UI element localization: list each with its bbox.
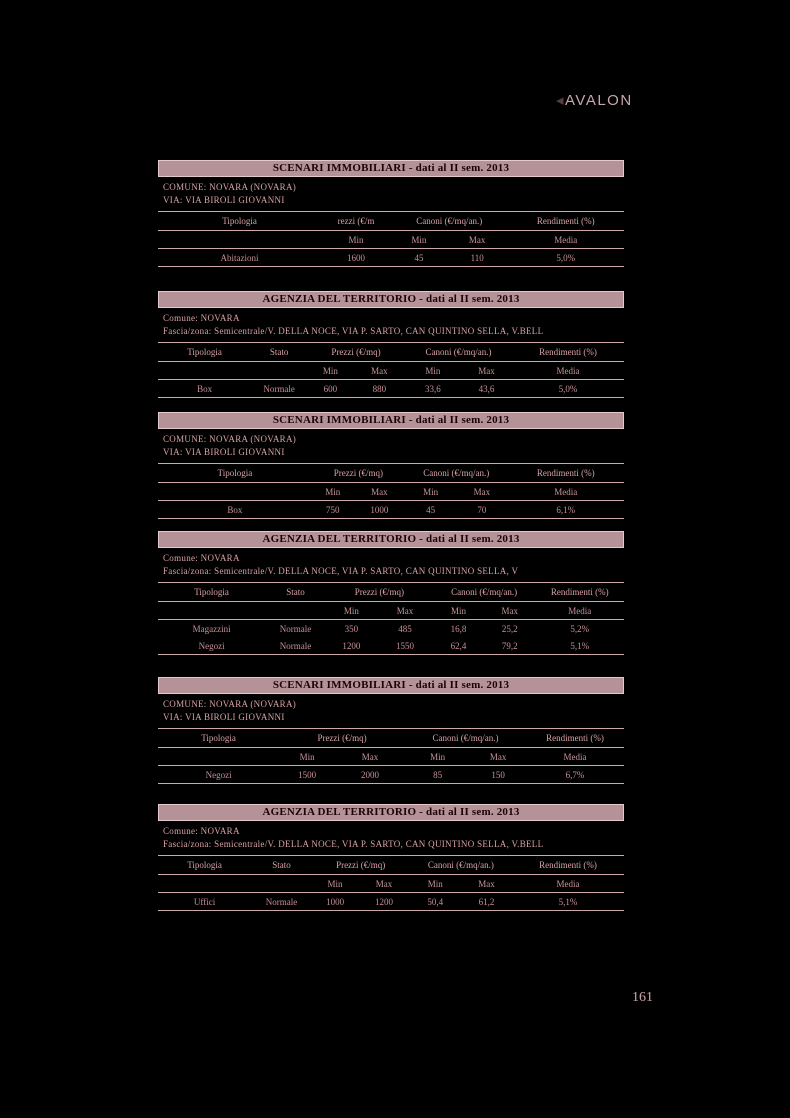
subheader-cell: Media — [535, 602, 624, 620]
subheader-cell: Max — [456, 483, 507, 501]
logo-mark-icon: ◂ — [556, 92, 566, 109]
col-canoni: Canoni (€/mq/an.) — [391, 212, 507, 231]
cell-stato: Normale — [251, 380, 307, 398]
col-rendimenti: Rendimenti (%) — [507, 212, 624, 231]
section-title: SCENARI IMMOBILIARI - dati al II sem. 2013 — [158, 160, 624, 177]
table-row — [158, 637, 624, 655]
subheader-cell: Max — [377, 602, 433, 620]
cell-prezzo-max: 1000 — [354, 501, 405, 519]
col-stato: Stato — [251, 856, 312, 875]
cell-prezzo-max: 880 — [354, 380, 405, 398]
avalon-logo — [556, 91, 633, 109]
via-line: VIA: VIA BIROLI GIOVANNI — [163, 447, 285, 457]
subheader-cell: Min — [279, 748, 335, 766]
comune-line: Comune: NOVARA — [163, 826, 240, 836]
logo-text: AVALON — [565, 92, 633, 109]
fascia-line: Fascia/zona: Semicentrale/V. DELLA NOCE, VIA P. SARTO, CAN QUINTINO SELLA, V — [163, 566, 519, 576]
fascia-line: Fascia/zona: Semicentrale/V. DELLA NOCE, VIA P. SARTO, CAN QUINTINO SELLA, V.BELL — [163, 326, 544, 336]
table-row — [158, 620, 624, 638]
cell-canone-max: 150 — [470, 766, 526, 784]
cell-tipologia: Negozi — [158, 766, 279, 784]
cell-prezzo-max: 1200 — [358, 893, 409, 911]
cell-canone-max: 110 — [447, 249, 508, 267]
subheader-cell — [251, 362, 307, 380]
cell-canone-min: 33,6 — [405, 380, 461, 398]
subheader-cell: Min — [405, 748, 470, 766]
cell-rendimento: 5,2% — [570, 623, 590, 634]
cell-rendimento: 6,1% — [507, 501, 624, 519]
col-rendimenti: Rendimenti (%) — [512, 856, 624, 875]
section-agenzia-box — [158, 291, 624, 398]
col-rendimenti: Rendimenti (%) — [526, 729, 624, 748]
comune-line: Comune: NOVARA — [163, 553, 240, 563]
subheader-cell: Max — [447, 231, 508, 249]
subheader-cell: Min — [307, 362, 354, 380]
subheader-cell — [158, 748, 279, 766]
cell-canone-min: 45 — [391, 249, 447, 267]
comune-line: Comune: NOVARA — [163, 313, 240, 323]
prices-table — [158, 582, 624, 655]
col-canoni: Canoni (€/mq/an.) — [405, 729, 526, 748]
col-prezzi: Prezzi (€/mq) — [279, 729, 405, 748]
cell-prezzo-min: 1600 — [321, 249, 391, 267]
col-rendimenti: Rendimenti (%) — [535, 583, 624, 602]
cell-stato: Normale — [265, 637, 326, 655]
prices-table — [158, 728, 624, 784]
table-row — [158, 501, 624, 519]
fascia-line: Fascia/zona: Semicentrale/V. DELLA NOCE, VIA P. SARTO, CAN QUINTINO SELLA, V.BELL — [163, 839, 544, 849]
col-tipologia: Tipologia — [158, 343, 251, 362]
section-title: AGENZIA DEL TERRITORIO - dati al II sem. 2013 — [158, 804, 624, 821]
prices-table — [158, 855, 624, 911]
subheader-cell: Media — [512, 875, 624, 893]
comune-line: COMUNE: NOVARA (NOVARA) — [163, 182, 297, 192]
cell-tipologia: Box — [158, 501, 312, 519]
col-rendimenti: Rendimenti (%) — [507, 464, 624, 483]
subheader-cell: Max — [354, 483, 405, 501]
cell-prezzo-min: 1500 — [279, 766, 335, 784]
subheader-cell: Min — [433, 602, 484, 620]
subheader-cell: Max — [354, 362, 405, 380]
section-agenzia-magazzini-negozi — [158, 531, 624, 655]
subheader-cell: Min — [405, 362, 461, 380]
col-canoni: Canoni (€/mq/an.) — [410, 856, 513, 875]
col-canoni: Canoni (€/mq/an.) — [405, 343, 512, 362]
cell-canone-min: 62,4 — [433, 637, 484, 655]
subheader-cell: Media — [507, 483, 624, 501]
cell-canone-max: 25,2 — [501, 623, 518, 634]
cell-rendimento: 5,0% — [512, 380, 624, 398]
col-tipologia: Tipologia — [158, 729, 279, 748]
subheader-cell — [265, 602, 326, 620]
subheader-cell — [158, 231, 321, 249]
subheader-cell — [158, 362, 251, 380]
section-scenari-box — [158, 412, 624, 519]
col-stato: Stato — [265, 583, 326, 602]
comune-line: COMUNE: NOVARA (NOVARA) — [163, 434, 297, 444]
cell-rendimento: 5,0% — [507, 249, 624, 267]
cell-prezzo-min: 600 — [307, 380, 354, 398]
section-title: SCENARI IMMOBILIARI - dati al II sem. 2013 — [158, 412, 624, 429]
table-row — [158, 380, 624, 398]
subheader-cell: Media — [526, 748, 624, 766]
cell-prezzo-max: 485 — [398, 623, 412, 634]
cell-prezzo-min: 750 — [312, 501, 354, 519]
cell-tipologia: Abitazioni — [158, 249, 321, 267]
cell-canone-min: 16,8 — [450, 623, 467, 634]
subheader-cell — [251, 875, 312, 893]
subheader-cell: Max — [461, 362, 512, 380]
col-tipologia: Tipologia — [158, 464, 312, 483]
cell-canone-max: 43,6 — [461, 380, 512, 398]
comune-line: COMUNE: NOVARA (NOVARA) — [163, 699, 297, 709]
cell-stato: Normale — [279, 623, 312, 634]
cell-prezzo-min: 350 — [344, 623, 359, 634]
subheader-cell — [158, 602, 265, 620]
via-line: VIA: VIA BIROLI GIOVANNI — [163, 195, 285, 205]
cell-tipologia: Magazzini — [192, 623, 231, 634]
cell-canone-max: 70 — [456, 501, 507, 519]
subheader-cell: Max — [470, 748, 526, 766]
subheader-cell: Max — [358, 875, 409, 893]
col-tipologia: Tipologia — [158, 856, 251, 875]
section-title: SCENARI IMMOBILIARI - dati al II sem. 2013 — [158, 677, 624, 694]
subheader-cell: Min — [405, 483, 456, 501]
subheader-cell: Media — [507, 231, 624, 249]
col-tipologia: Tipologia — [158, 212, 321, 231]
prices-table — [158, 342, 624, 398]
col-prezzi: Prezzi (€/mq) — [326, 583, 433, 602]
section-scenari-negozi — [158, 677, 624, 784]
subheader-cell: Max — [461, 875, 512, 893]
subheader-cell: Min — [321, 231, 391, 249]
subheader-cell: Min — [391, 231, 447, 249]
section-title: AGENZIA DEL TERRITORIO - dati al II sem. 2013 — [158, 531, 624, 548]
col-prezzi: rezzi (€/m — [321, 212, 391, 231]
subheader-cell: Max — [484, 602, 535, 620]
prices-table — [158, 463, 624, 519]
cell-canone-max: 79,2 — [484, 637, 535, 655]
col-stato: Stato — [251, 343, 307, 362]
table-row — [158, 249, 624, 267]
cell-rendimento: 6,7% — [526, 766, 624, 784]
col-prezzi: Prezzi (€/mq) — [307, 343, 405, 362]
cell-canone-min: 50,4 — [410, 893, 461, 911]
subheader-cell: Min — [312, 483, 354, 501]
subheader-cell: Media — [512, 362, 624, 380]
table-row — [158, 766, 624, 784]
cell-stato: Normale — [251, 893, 312, 911]
table-row — [158, 893, 624, 911]
section-agenzia-uffici — [158, 804, 624, 911]
cell-prezzo-min: 1200 — [326, 637, 377, 655]
cell-prezzo-min: 1000 — [312, 893, 359, 911]
via-line: VIA: VIA BIROLI GIOVANNI — [163, 712, 285, 722]
prices-table — [158, 211, 624, 267]
cell-canone-max: 61,2 — [461, 893, 512, 911]
cell-tipologia: Box — [158, 380, 251, 398]
section-title: AGENZIA DEL TERRITORIO - dati al II sem. 2013 — [158, 291, 624, 308]
cell-canone-min: 85 — [405, 766, 470, 784]
cell-rendimento: 5,1% — [535, 637, 624, 655]
col-prezzi: Prezzi (€/mq) — [312, 856, 410, 875]
cell-prezzo-max: 2000 — [335, 766, 405, 784]
subheader-cell: Min — [312, 875, 359, 893]
cell-prezzo-max: 1550 — [377, 637, 433, 655]
subheader-cell — [158, 483, 312, 501]
col-rendimenti: Rendimenti (%) — [512, 343, 624, 362]
subheader-cell: Min — [326, 602, 377, 620]
page-number: 161 — [632, 990, 653, 1005]
col-prezzi: Prezzi (€/mq) — [312, 464, 405, 483]
cell-tipologia: Uffici — [158, 893, 251, 911]
subheader-cell: Max — [335, 748, 405, 766]
cell-canone-min: 45 — [405, 501, 456, 519]
col-canoni: Canoni (€/mq/an.) — [433, 583, 536, 602]
subheader-cell — [158, 875, 251, 893]
subheader-cell: Min — [410, 875, 461, 893]
col-tipologia: Tipologia — [158, 583, 265, 602]
section-scenari-abitazioni — [158, 160, 624, 267]
col-canoni: Canoni (€/mq/an.) — [405, 464, 508, 483]
cell-rendimento: 5,1% — [512, 893, 624, 911]
cell-tipologia: Negozi — [158, 637, 265, 655]
